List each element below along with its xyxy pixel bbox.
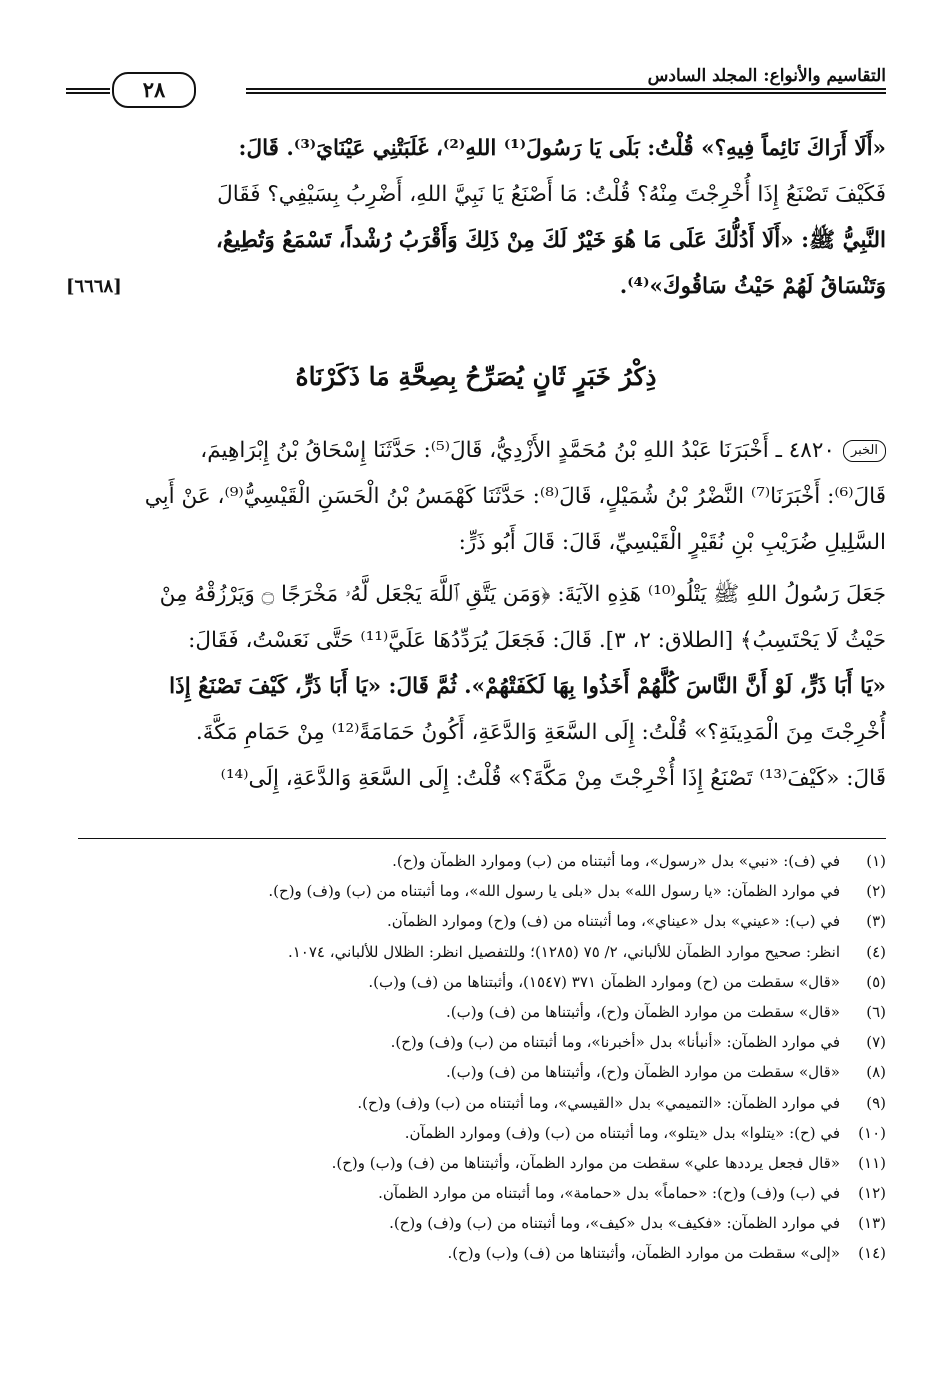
footnote-number: (٤) xyxy=(866,942,886,961)
footnote-number: (٧) xyxy=(866,1033,886,1052)
footnote-number: (١٤) xyxy=(858,1244,886,1263)
hadith-text-continued xyxy=(66,126,886,310)
text-line: النَّبِيُّ ﷺ: «أَلَا أَدُلُّكَ عَلَى مَا هُوَ خَيْرٌ لَكَ مِنْ ذَلِكَ وَأَقْرَبُ رُشْداً، تَسْمَعُ وَتُطِيعُ، xyxy=(215,228,886,253)
text-line: قَالَ⁽⁶⁾: أَخْبَرَنَا⁽⁷⁾ النَّضْرُ بْنُ شُمَيْلٍ، قَالَ⁽⁸⁾: حَدَّثَنَا كَهْمَسُ بْنُ الْحَسَنِ الْقَيْسِيُّ⁽⁹⁾، عَنْ أَبِي xyxy=(144,484,886,509)
footnote xyxy=(66,1027,886,1057)
footnote-text: «قال» سقطت من موارد الظمآن و(ح)، وأثبتناها من (ف) و(ب). xyxy=(446,1002,840,1021)
footnote-text: في (ح): «يتلوا» بدل «يتلو»، وما أثبتناه من (ب) و(ف) وموارد الظمآن. xyxy=(404,1123,840,1142)
text-line: أُخْرِجْتَ مِنَ الْمَدِينَةِ؟» قُلْتُ: إِلَى السَّعَةِ وَالدَّعَةِ، أَكُونُ حَمَامَةً⁽¹²⁾ مِنْ حَمَامِ مَكَّةَ. xyxy=(195,720,886,745)
footnote-text: انظر: صحيح موارد الظمآن للألباني، ٢/ ٧٥ (١٢٨٥)؛ وللتفصيل انظر: الظلال للألباني، ١٠٧٤. xyxy=(287,942,840,961)
footnote-text: في (ف): «نبي» بدل «رسول»، وما أثبتناه من (ب) وموارد الظمآن و(ح). xyxy=(392,852,840,870)
footnote xyxy=(66,937,886,967)
footnote xyxy=(66,906,886,936)
footnote-number: (٥) xyxy=(866,972,886,991)
text-line-wrap xyxy=(66,428,886,474)
hadith-matn xyxy=(66,572,886,802)
text-line-wrap xyxy=(66,264,886,310)
footnote-text: في موارد الظمآن: «فكيف» بدل «كيف»، وما أثبتناه من (ب) و(ف) و(ح). xyxy=(389,1214,840,1233)
footnote-text: «إلى» سقطت من موارد الظمآن، وأثبتناها من (ف) و(ب) و(ح). xyxy=(447,1244,840,1263)
text-line: قَالَ: «كَيْفَ⁽¹³⁾ تَصْنَعُ إِذَا أُخْرِجْتَ مِنْ مَكَّةَ؟» قُلْتُ: إِلَى السَّعَةِ وَالدَّعَةِ، إِلَى⁽¹⁴⁾ xyxy=(220,766,886,791)
footnote xyxy=(66,967,886,997)
header-rule-right xyxy=(246,88,886,94)
footnote xyxy=(66,997,886,1027)
footnote xyxy=(66,1148,886,1178)
section-title: ذِكْرُ خَبَرٍ ثَانٍ يُصَرِّحُ بِصِحَّةِ مَا ذَكَرْنَاهُ xyxy=(295,362,657,391)
page-number: ٢٨ xyxy=(112,72,196,108)
footnote-text: في موارد الظمآن: «أنبأنا» بدل «أخبرنا»، وما أثبتناه من (ب) و(ف) و(ح). xyxy=(390,1033,840,1052)
page-header xyxy=(66,66,886,110)
text-line: جَعَلَ رَسُولُ اللهِ ﷺ يَتْلُو⁽¹⁰⁾ هَذِهِ الآيَةَ: ﴿وَمَن يَتَّقِ ٱللَّهَ يَجْعَل لَّهُۥ مَخْرَجًا ۝ وَيَرْزُقْهُ مِنْ xyxy=(159,582,886,607)
footnote-text: «قال» سقطت من موارد الظمآن و(ح)، وأثبتناها من (ف) و(ب). xyxy=(446,1063,840,1082)
hadith-isnad xyxy=(66,428,886,566)
footnote xyxy=(66,876,886,906)
footnote-number: (٨) xyxy=(866,1063,886,1082)
footnote-number: (١١) xyxy=(858,1153,886,1172)
footnote-text: «قال فجعل يرددها علي» سقطت من موارد الظمآن، وأثبتناها من (ف) و(ب) و(ح). xyxy=(331,1153,840,1172)
text-line: «يَا أَبَا ذَرٍّ، لَوْ أَنَّ النَّاسَ كُلَّهُمْ أَخَذُوا بِهَا لَكَفَتْهُمْ». ثُمَّ قَالَ: «يَا أَبَا ذَرٍّ، كَيْفَ تَصْنَعُ إِذَا xyxy=(169,674,886,699)
footnote xyxy=(66,1238,886,1268)
footnote-number: (١) xyxy=(866,852,886,870)
text-line: «أَلَا أَرَاكَ نَائِماً فِيهِ؟» قُلْتُ: بَلَى يَا رَسُولَ⁽¹⁾ اللهِ⁽²⁾، غَلَبَتْنِي عَيْنَايَ⁽³⁾. قَالَ: xyxy=(238,136,886,161)
text-line: وَتَنْسَاقُ لَهُمْ حَيْثُ سَاقُوكَ»⁽⁴⁾. xyxy=(619,274,886,299)
header-rule-left xyxy=(66,88,110,94)
footnote xyxy=(66,1178,886,1208)
footnote-number: (٩) xyxy=(866,1093,886,1112)
footnote-text: «قال» سقطت من (ح) وموارد الظمآن ٣٧١ (١٥٤٧)، وأثبتناها من (ف) و(ب). xyxy=(368,972,840,991)
footnote xyxy=(66,1208,886,1238)
text-line: ٤٨٢٠ ـ أَخْبَرَنَا عَبْدُ اللهِ بْنُ مُحَمَّدٍ الأَزْدِيُّ، قَالَ⁽⁵⁾: حَدَّثَنَا إِسْحَاقُ بْنُ إِبْرَاهِيمَ، xyxy=(200,438,835,463)
footnote xyxy=(66,1088,886,1118)
text-line: حَيْثُ لَا يَحْتَسِبُ﴾ [الطلاق: ٢، ٣]. قَالَ: فَجَعَلَ يُرَدِّدُهَا عَلَيَّ⁽¹¹⁾ حَتَّى نَعَسْتُ، فَقَالَ: xyxy=(188,628,886,653)
footnote-number: (١٠) xyxy=(858,1123,886,1142)
footnote xyxy=(66,1057,886,1087)
footnote-number: (١٢) xyxy=(858,1184,886,1203)
hadith-reference-number: [٦٦٦٨] xyxy=(66,276,122,297)
footnote-number: (٢) xyxy=(866,882,886,901)
footnotes xyxy=(66,846,886,1269)
footnote-number: (١٣) xyxy=(858,1214,886,1233)
running-title: التقاسيم والأنواع: المجلد السادس xyxy=(638,66,886,86)
footnote-divider xyxy=(78,838,886,839)
footnote-text: في موارد الظمآن: «يا رسول الله» بدل «بلى يا رسول الله»، وما أثبتناه من (ب) و(ف) و(ح). xyxy=(268,882,840,901)
footnote-text: في موارد الظمآن: «التميمي» بدل «القيسي»، وما أثبتناه من (ب) و(ف) و(ح). xyxy=(357,1093,840,1112)
text-line: السَّلِيلِ ضُرَيْبِ بْنِ نُقَيْرٍ الْقَيْسِيِّ، قَالَ: قَالَ أَبُو ذَرٍّ: xyxy=(458,530,886,555)
footnote xyxy=(66,1118,886,1148)
footnote-text: في (ب): «عيني» بدل «عيناي»، وما أثبتناه من (ف) و(ح) وموارد الظمآن. xyxy=(386,912,840,931)
khabar-ornament-icon: الخبر xyxy=(843,440,886,462)
text-line: فَكَيْفَ تَصْنَعُ إِذَا أُخْرِجْتَ مِنْهُ؟ قُلْتُ: مَا أَصْنَعُ يَا نَبِيَّ اللهِ، أَضْرِبُ بِسَيْفِي؟ فَقَالَ xyxy=(217,182,886,207)
footnote xyxy=(66,846,886,876)
footnote-number: (٦) xyxy=(866,1002,886,1021)
footnote-number: (٣) xyxy=(866,912,886,931)
footnote-text: في (ب) و(ف) و(ح): «حماماً» بدل «حمامة»، وما أثبتناه من موارد الظمآن. xyxy=(378,1184,840,1203)
